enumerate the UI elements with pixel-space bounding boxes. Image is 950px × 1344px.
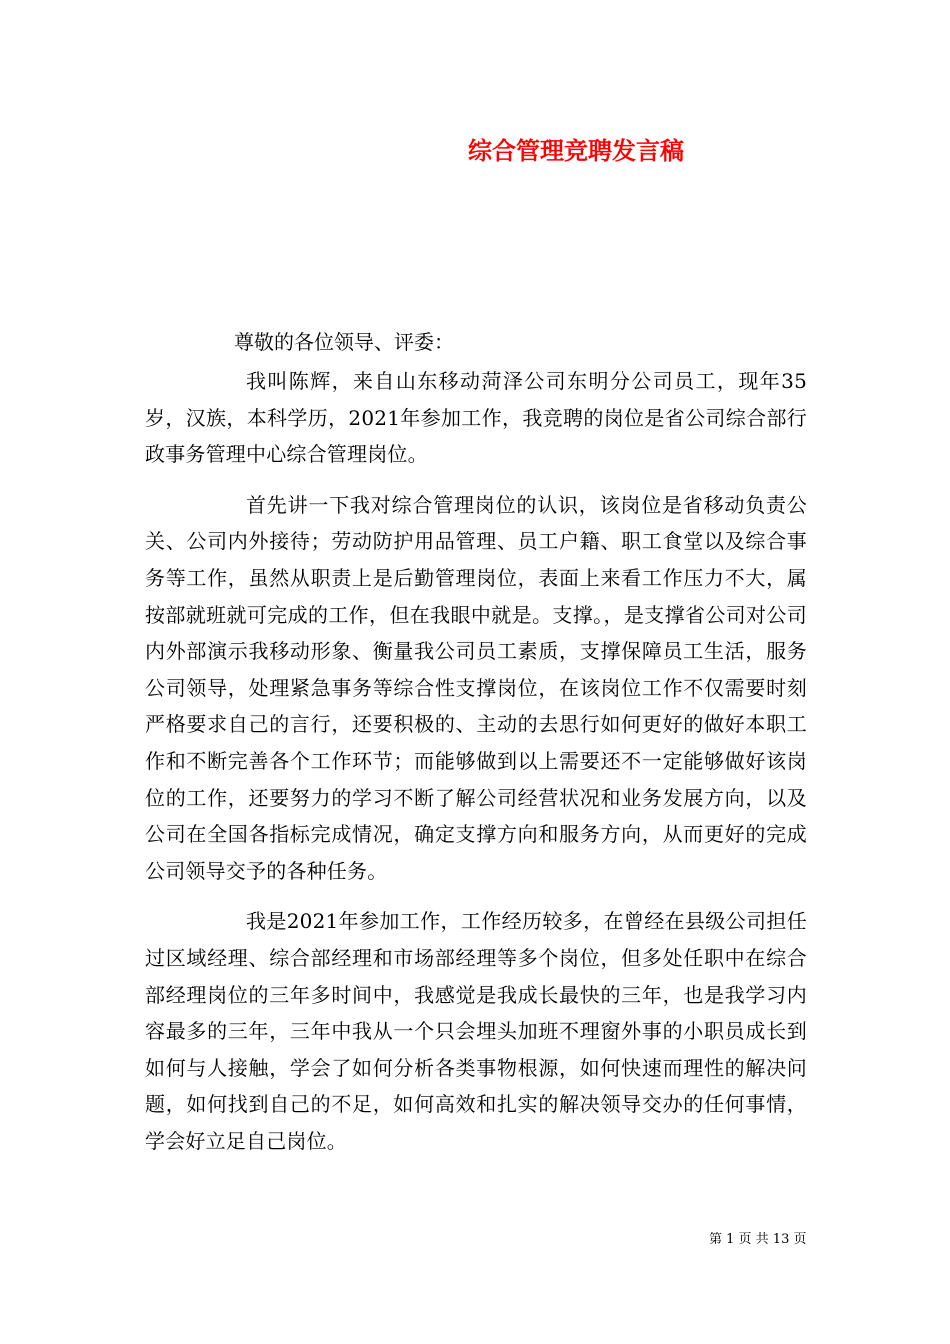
paragraph-role-understanding: 首先讲一下我对综合管理岗位的认识，该岗位是省移动负责公关、公司内外接待；劳动防护用品管理、员工户籍、职工食堂以及综合事务等工作，虽然从职责上是后勤管理岗位，表面上来看工作压力不大，属按部就班就可完成的工作，但在我眼中就是。支撑。，是支撑省公司对公司内外部演示我移动形象、衡量我公司员工素质，支撑保障员工生活，服务公司领导，处理紧急事务等综合性支撑岗位，在该岗位工作不仅需要时刻严格要求自己的言行，还要积极的、主动的去思行如何更好的做好本职工作和不断完善各个工作环节；而能够做到以上需要还不一定能够做好该岗位的工作，还要努力的学习不断了解公司经营状况和业务发展方向，以及公司在全国各指标完成情况，确定支撑方向和服务方向，从而更好的完成公司领导交予的各种任务。	[145, 492, 807, 883]
salutation: 尊敬的各位领导、评委：	[234, 330, 454, 354]
paragraph-introduction: 我叫陈辉，来自山东移动菏泽公司东明分公司员工，现年35岁，汉族，本科学历，2021年参加工作，我竞聘的岗位是省公司综合部行政事务管理中心综合管理岗位。	[145, 369, 807, 467]
document-title: 综合管理竞聘发言稿	[468, 136, 684, 165]
paragraph-work-experience: 我是2021年参加工作，工作经历较多，在曾经在县级公司担任过区域经理、综合部经理和市场部经理等多个岗位，但多处任职中在综合部经理岗位的三年多时间中，我感觉是我成长最快的三年，也是我学习内容最多的三年，三年中我从一个只会埋头加班不理窗外事的小职员成长到如何与人接触，学会了如何分析各类事物根源，如何快速而理性的解决问题，如何找到自己的不足，如何高效和扎实的解决领导交办的任何事情，学会好立足自己岗位。	[145, 909, 807, 1153]
page-number-footer: 第 1 页 共 13 页	[709, 1232, 807, 1247]
document-body	[145, 363, 807, 1173]
